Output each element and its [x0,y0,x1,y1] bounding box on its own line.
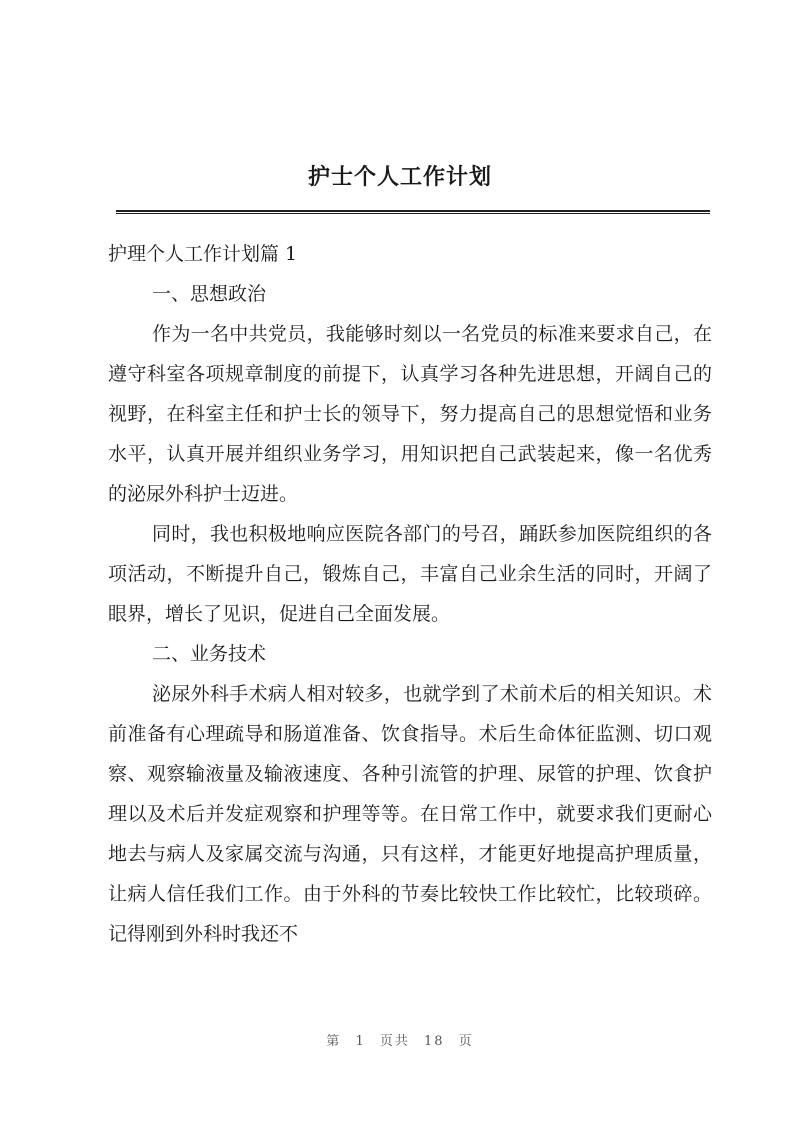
body-paragraph: 作为一名中共党员，我能够时刻以一名党员的标准来要求自己，在遵守科室各项规章制度的前提下，认真学习各种先进思想，开阔自己的视野，在科室主任和护士长的领导下，努力提高自己的思想觉悟和业务水平，认真开展并组织业务学习，用知识把自己武装起来，像一名优秀的泌尿外科护士迈进。 [108,323,712,505]
document-title: 护士个人工作计划 [307,164,492,190]
body-paragraph: 泌尿外科手术病人相对较多，也就学到了术前术后的相关知识。术前准备有心理疏导和肠道准备、饮食指导。术后生命体征监测、切口观察、观察输液量及输液速度、各种引流管的护理、尿管的护理、饮食护理以及术后并发症观察和护理等等。在日常工作中，就要求我们更耐心地去与病人及家属交流与沟通，只有这样，才能更好地提高护理质量，让病人信任我们工作。由于外科的节奏比较快工作比较忙，比较琐碎。记得刚到外科时我还不 [108,683,712,945]
body-paragraph: 同时，我也积极地响应医院各部门的号召，踊跃参加医院组织的各项活动，不断提升自己，锻炼自己，丰富自己业余生活的同时，开阔了眼界，增长了见识，促进自己全面发展。 [108,523,712,625]
subsection-heading: 一、思想政治 [152,283,267,305]
document-body [108,234,712,954]
subsection-heading: 二、业务技术 [152,643,267,665]
footer-middle: 页共 [379,1034,410,1049]
title-divider [116,210,710,214]
page-footer [0,1030,800,1049]
footer-prefix: 第 [326,1034,342,1049]
footer-page-number: 1 [355,1034,366,1049]
footer-suffix: 页 [458,1034,474,1049]
section-heading: 护理个人工作计划篇 1 [108,243,298,265]
footer-total-pages: 18 [424,1034,445,1049]
